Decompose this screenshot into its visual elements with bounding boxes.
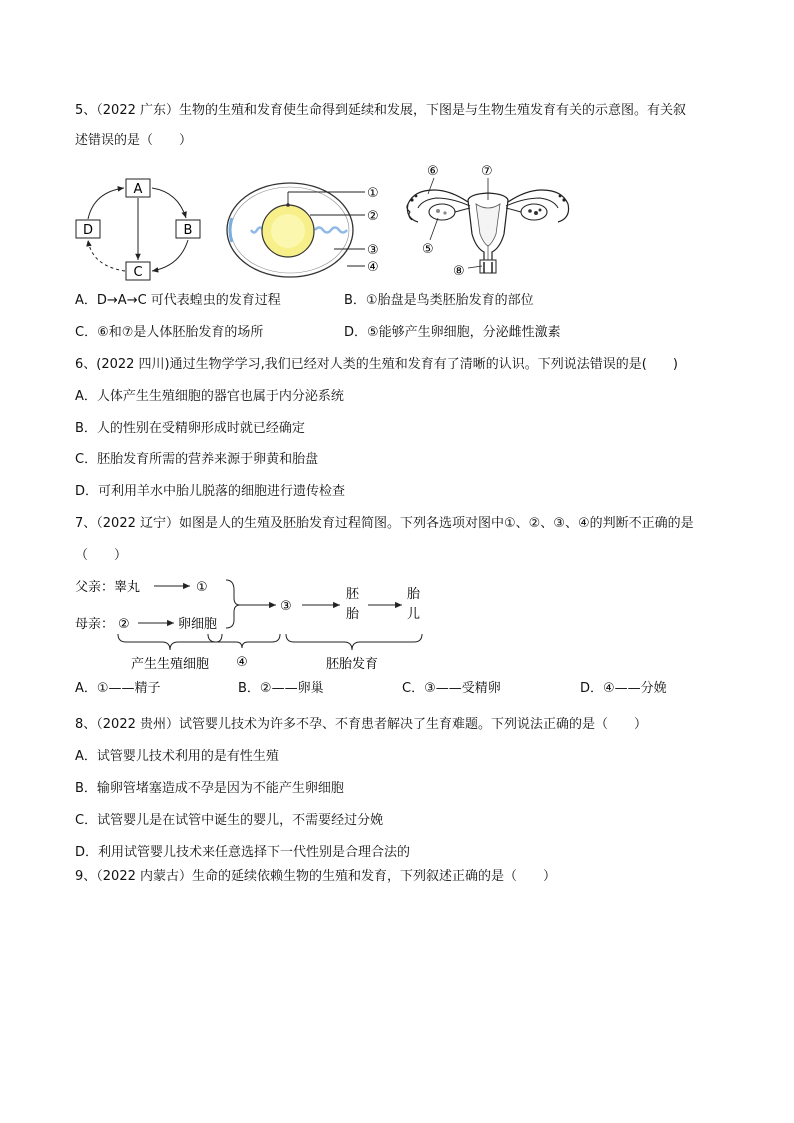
q5-uterus-label-5: ⑤ xyxy=(422,242,434,257)
q6-option-b: B．人的性别在受精卵形成时就已经确定 xyxy=(75,421,305,436)
q5-female-reproductive-diagram xyxy=(400,160,580,280)
q7-gametes-label: 产生生殖细胞 xyxy=(130,657,210,672)
q6-option-d: D．可利用羊水中胎儿脱落的细胞进行遗传检查 xyxy=(75,484,346,499)
q7-option-d: D．④——分娩 xyxy=(580,681,667,696)
q7-num-1: ① xyxy=(196,580,208,595)
q7-fetus-char-1: 胎 xyxy=(407,587,421,602)
q5-stem-line1: 5、（2022 广东）生物的生殖和发育使生命得到延续和发展，下图是与生物生殖发育有关的示意图。有关叙 xyxy=(75,103,686,118)
q5-cycle-node-d: D xyxy=(82,223,94,238)
q7-num-4: ④ xyxy=(236,655,248,670)
q8-option-b: B．输卵管堵塞造成不孕是因为不能产生卵细胞 xyxy=(75,781,344,796)
q5-option-d: D．⑤能够产生卵细胞，分泌雌性激素 xyxy=(344,325,561,340)
q5-arrow-c-to-d-dashed xyxy=(88,240,125,271)
q5-uterus-label-7: ⑦ xyxy=(481,164,493,179)
q8-option-a: A．试管婴儿技术利用的是有性生殖 xyxy=(75,749,279,764)
q6-option-a: A．人体产生生殖细胞的器官也属于内分泌系统 xyxy=(75,389,344,404)
q7-embryo-char-2: 胎 xyxy=(346,607,360,622)
q7-option-a: A．①——精子 xyxy=(75,681,161,696)
q5-option-b: B．①胎盘是鸟类胚胎发育的部位 xyxy=(344,293,534,308)
q5-stem-line2: 述错误的是（ ） xyxy=(75,133,193,148)
q7-fetus-char-2: 儿 xyxy=(407,607,421,622)
q5-bird-egg-diagram xyxy=(222,180,397,285)
q7-father-label: 父亲：睾丸 xyxy=(75,580,141,595)
q7-mother-label: 母亲： xyxy=(75,617,115,632)
q7-option-c: C．③——受精卵 xyxy=(402,681,501,696)
q5-option-a: A．D→A→C 可代表蝗虫的发育过程 xyxy=(75,293,281,308)
q5-arrow-a-to-b xyxy=(152,188,186,218)
q8-option-d: D．利用试管婴儿技术来任意选择下一代性别是合理合法的 xyxy=(75,845,411,860)
q7-development-label: 胚胎发育 xyxy=(325,657,379,672)
q5-cycle-node-b: B xyxy=(183,223,193,238)
q9-stem: 9、（2022 内蒙古）生命的延续依赖生物的生殖和发育，下列叙述正确的是（ ） xyxy=(75,869,556,884)
q7-egg-cell-label: 卵细胞 xyxy=(178,617,218,632)
q5-egg-label-3: ③ xyxy=(367,243,379,258)
q7-num-3: ③ xyxy=(280,599,292,614)
q7-stem-line1: 7、（2022 辽宁）如图是人的生殖及胚胎发育过程简图。下列各选项对图中①、②、③、④的判断不正确的是 xyxy=(75,516,694,531)
q5-arrow-b-to-c xyxy=(152,240,188,271)
q5-egg-label-4: ④ xyxy=(367,260,379,275)
q7-embryo-char-1: 胚 xyxy=(346,587,360,602)
q8-option-c: C．试管婴儿是在试管中诞生的婴儿，不需要经过分娩 xyxy=(75,813,384,828)
q6-stem: 6、(2022 四川)通过生物学学习,我们已经对人类的生殖和发育有了清晰的认识。下列说法错误的是( ) xyxy=(75,357,678,372)
q8-stem: 8、（2022 贵州）试管婴儿技术为许多不孕、不育患者解决了生育难题。下列说法正确的是（ ） xyxy=(75,717,647,732)
q6-option-c: C．胚胎发育所需的营养来源于卵黄和胎盘 xyxy=(75,452,319,467)
q7-num-2: ② xyxy=(118,617,130,632)
q5-option-c: C．⑥和⑦是人体胚胎发育的场所 xyxy=(75,325,264,340)
q5-uterus-label-6: ⑥ xyxy=(427,164,439,179)
q7-process-diagram xyxy=(70,570,430,675)
q5-egg-label-2: ② xyxy=(367,209,379,224)
q5-cycle-node-a: A xyxy=(133,182,143,197)
q5-arrow-d-to-a xyxy=(88,188,124,219)
q5-egg-label-1: ① xyxy=(367,186,379,201)
q5-cycle-node-c: C xyxy=(133,265,143,280)
q5-life-cycle-diagram xyxy=(70,170,220,285)
q5-uterus-label-8: ⑧ xyxy=(453,264,465,279)
q7-stem-line2: （ ） xyxy=(75,548,128,563)
q7-option-b: B．②——卵巢 xyxy=(238,681,324,696)
